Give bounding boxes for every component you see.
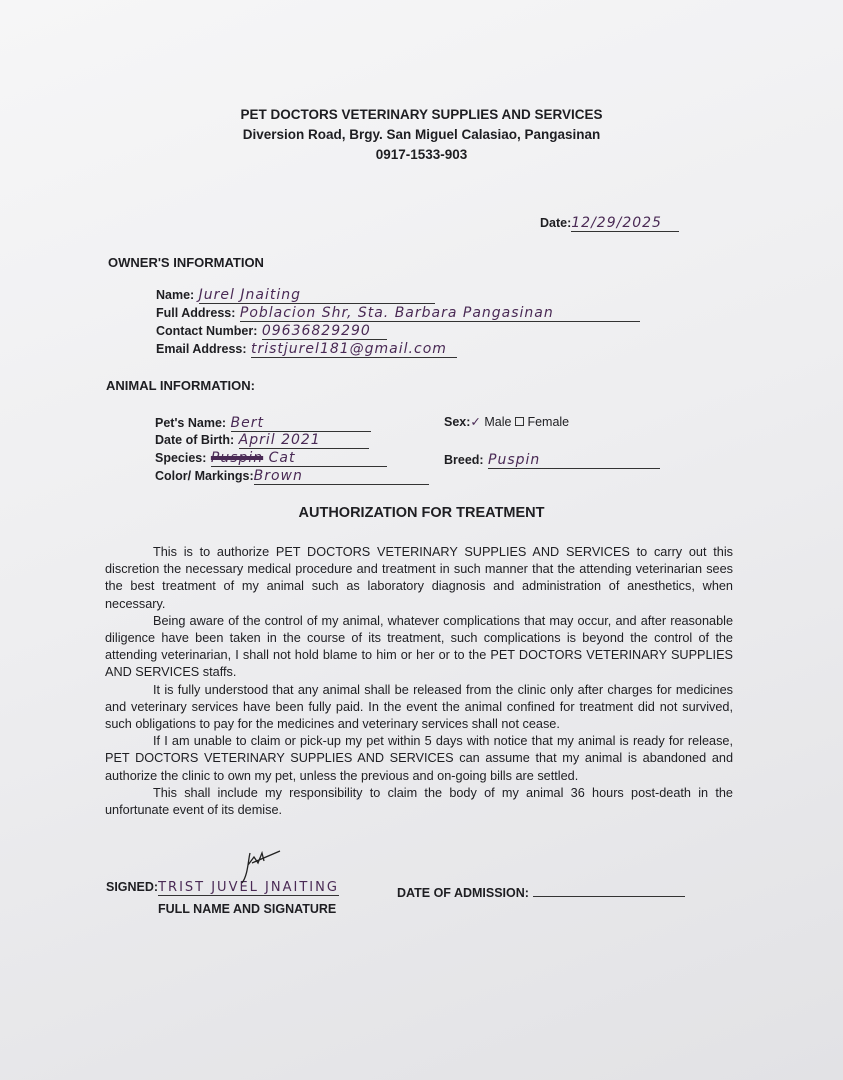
- admission-value[interactable]: [533, 884, 685, 897]
- pet-name-field[interactable]: [155, 414, 371, 432]
- paragraph: If I am unable to claim or pick-up my pet within 5 days with notice that my animal is ready for release, PET DOCTORS VETERINARY SUPPLIES AND SERVICES can assume that my animal is abandoned and authorize the clinic to own my pet, unless the previous and on-going bills are settled.: [105, 734, 733, 783]
- dob-label: Date of Birth:: [155, 433, 235, 447]
- sex-field: [444, 414, 569, 429]
- color-label: Color/ Markings:: [155, 469, 254, 483]
- pet-dob: April 2021: [239, 432, 369, 449]
- male-checkbox[interactable]: ✓: [470, 415, 481, 429]
- color-field[interactable]: [155, 467, 429, 485]
- signed-name: TRIST JUVEL JNAITING: [158, 880, 339, 895]
- signed-label: SIGNED:: [106, 880, 159, 894]
- signature-caption: FULL NAME AND SIGNATURE: [158, 902, 337, 916]
- owner-contact: 09636829290: [262, 323, 387, 340]
- pet-name: Bert: [231, 415, 371, 432]
- pet-species: Cat: [268, 450, 296, 466]
- owner-name: Jurel Jnaiting: [199, 287, 435, 304]
- authorization-body: [105, 544, 733, 819]
- clinic-phone: 0917-1533-903: [375, 147, 468, 162]
- dob-field[interactable]: [155, 431, 369, 449]
- name-label: Name:: [156, 288, 195, 302]
- pet-name-label: Pet's Name:: [155, 416, 227, 430]
- admission-label: DATE OF ADMISSION:: [397, 886, 529, 900]
- pet-breed: Puspin: [488, 452, 660, 469]
- breed-field[interactable]: [444, 451, 660, 469]
- pet-color: Brown: [254, 468, 429, 485]
- date-value: 12/29/2025: [571, 215, 679, 232]
- paragraph: It is fully understood that any animal shall be released from the clinic only after charges for medicines and veterinary services have been fully paid. In the event the animal confined for treatment did not survived, such obligations to pay for the medicines and veterinary services shall not cease.: [105, 682, 733, 732]
- female-option: Female: [527, 415, 570, 429]
- email-label: Email Address:: [156, 342, 247, 356]
- breed-label: Breed:: [444, 453, 484, 467]
- contact-label: Contact Number:: [156, 324, 258, 338]
- male-option: Male: [484, 415, 512, 429]
- clinic-address: Diversion Road, Brgy. San Miguel Calasiao, Pangasinan: [242, 127, 601, 142]
- owner-heading: OWNER'S INFORMATION: [108, 255, 264, 270]
- signature-mark: [230, 845, 290, 885]
- address-label: Full Address:: [156, 306, 236, 320]
- admission-field[interactable]: [397, 884, 685, 902]
- signed-field[interactable]: [106, 878, 339, 896]
- clinic-name: PET DOCTORS VETERINARY SUPPLIES AND SERVICES: [240, 107, 603, 122]
- owner-contact-field[interactable]: [156, 322, 387, 340]
- owner-address: Poblacion Shr, Sta. Barbara Pangasinan: [240, 305, 640, 322]
- owner-address-field[interactable]: [156, 304, 640, 322]
- owner-email: tristjurel181@gmail.com: [251, 341, 457, 358]
- paragraph: Being aware of the control of my animal, whatever complications that may occur, and after reasonable diligence have been taken in the course of its treatment, such complications is beyond the control of the attending veterinarian, I shall not hold blame to him or her or to the PET DOCTORS VETERINARY SUPPLIES AND SERVICES staffs.: [105, 613, 733, 680]
- owner-name-field[interactable]: [156, 286, 435, 304]
- date-label: Date:: [540, 216, 572, 230]
- authorization-title: AUTHORIZATION FOR TREATMENT: [298, 505, 545, 521]
- species-crossed-out: Puspin: [210, 450, 264, 466]
- sex-label: Sex:: [444, 415, 471, 429]
- owner-email-field[interactable]: [156, 340, 457, 358]
- date-field[interactable]: [540, 214, 679, 232]
- animal-heading: ANIMAL INFORMATION:: [106, 378, 255, 393]
- species-field[interactable]: [155, 449, 387, 467]
- paragraph: This is to authorize PET DOCTORS VETERINARY SUPPLIES AND SERVICES to carry out this discretion the necessary medical procedure and treatment in such manner that the attending veterinarian sees the best treatment of my animal such as laboratory diagnosis and administration of anesthetics, when necessary.: [105, 545, 733, 611]
- paragraph: This shall include my responsibility to claim the body of my animal 36 hours post-death in the unfortunate event of its demise.: [105, 785, 733, 818]
- female-checkbox[interactable]: [515, 417, 524, 426]
- species-label: Species:: [155, 451, 207, 465]
